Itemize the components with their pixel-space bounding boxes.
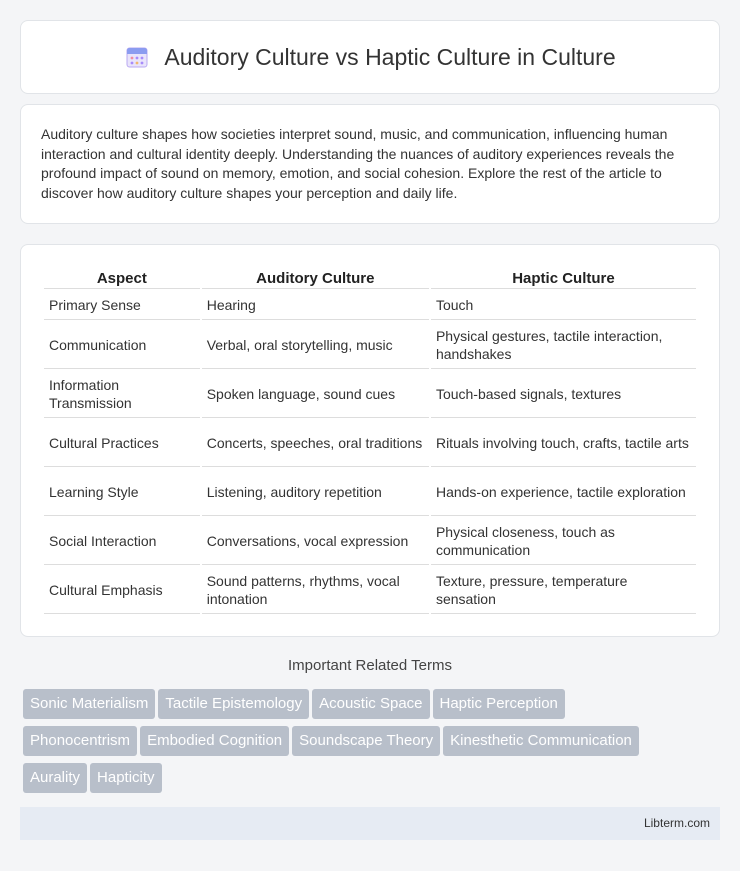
- table-cell: Physical closeness, touch as communication: [431, 518, 696, 565]
- table-cell: Verbal, oral storytelling, music: [202, 322, 429, 369]
- table-row: [44, 420, 696, 467]
- table-row: [44, 469, 696, 516]
- table-cell: Sound patterns, rhythms, vocal intonation: [202, 567, 429, 614]
- related-terms-heading: Important Related Terms: [288, 657, 452, 674]
- table-row: [44, 567, 696, 614]
- related-term-tag[interactable]: Hapticity: [90, 763, 162, 793]
- table-row: [44, 371, 696, 418]
- table-cell: Hands-on experience, tactile exploration: [431, 469, 696, 516]
- table-row: [44, 322, 696, 369]
- table-row: [44, 518, 696, 565]
- table-cell: Cultural Practices: [44, 420, 200, 467]
- table-cell: Rituals involving touch, crafts, tactile arts: [431, 420, 696, 467]
- related-term-tag[interactable]: Acoustic Space: [312, 689, 429, 719]
- intro-card: [20, 104, 720, 224]
- table-cell: Spoken language, sound cues: [202, 371, 429, 418]
- related-term-tag[interactable]: Kinesthetic Communication: [443, 726, 639, 756]
- table-cell: Conversations, vocal expression: [202, 518, 429, 565]
- calendar-document-icon: [124, 44, 150, 70]
- table-header-aspect: Aspect: [44, 267, 200, 289]
- title-card: [20, 20, 720, 94]
- table-cell: Information Transmission: [44, 371, 200, 418]
- table-cell: Communication: [44, 322, 200, 369]
- table-cell: Texture, pressure, temperature sensation: [431, 567, 696, 614]
- footer-site-link[interactable]: Libterm.com: [643, 816, 710, 830]
- related-term-tag[interactable]: Haptic Perception: [433, 689, 565, 719]
- table-header-haptic: Haptic Culture: [431, 267, 696, 289]
- related-term-tag[interactable]: Aurality: [23, 763, 87, 793]
- comparison-table: [42, 265, 698, 616]
- page-title: Auditory Culture vs Haptic Culture in Culture: [164, 43, 616, 70]
- related-term-tag[interactable]: Tactile Epistemology: [158, 689, 309, 719]
- table-cell: Physical gestures, tactile interaction, handshakes: [431, 322, 696, 369]
- related-term-tag[interactable]: Soundscape Theory: [292, 726, 440, 756]
- table-cell: Learning Style: [44, 469, 200, 516]
- intro-paragraph: Auditory culture shapes how societies interpret sound, music, and communication, influencing human interaction and cultural identity deeply. Understanding the nuances of auditory experiences reveals the profound impact of sound on memory, emotion, and social cohesion. Explore the rest of the article to discover how auditory culture shapes your perception and daily life.: [41, 126, 675, 201]
- related-term-tag[interactable]: Phonocentrism: [23, 726, 137, 756]
- related-term-tag[interactable]: Sonic Materialism: [23, 689, 155, 719]
- related-terms-list: [23, 689, 723, 800]
- related-term-tag[interactable]: Embodied Cognition: [140, 726, 289, 756]
- table-header-auditory: Auditory Culture: [202, 267, 429, 289]
- table-cell: Touch: [431, 291, 696, 320]
- table-cell: Primary Sense: [44, 291, 200, 320]
- table-cell: Touch-based signals, textures: [431, 371, 696, 418]
- table-cell: Concerts, speeches, oral traditions: [202, 420, 429, 467]
- table-cell: Hearing: [202, 291, 429, 320]
- table-cell: Cultural Emphasis: [44, 567, 200, 614]
- comparison-table-card: [20, 244, 720, 637]
- table-row: [44, 291, 696, 320]
- footer: [20, 807, 720, 840]
- table-cell: Listening, auditory repetition: [202, 469, 429, 516]
- table-cell: Social Interaction: [44, 518, 200, 565]
